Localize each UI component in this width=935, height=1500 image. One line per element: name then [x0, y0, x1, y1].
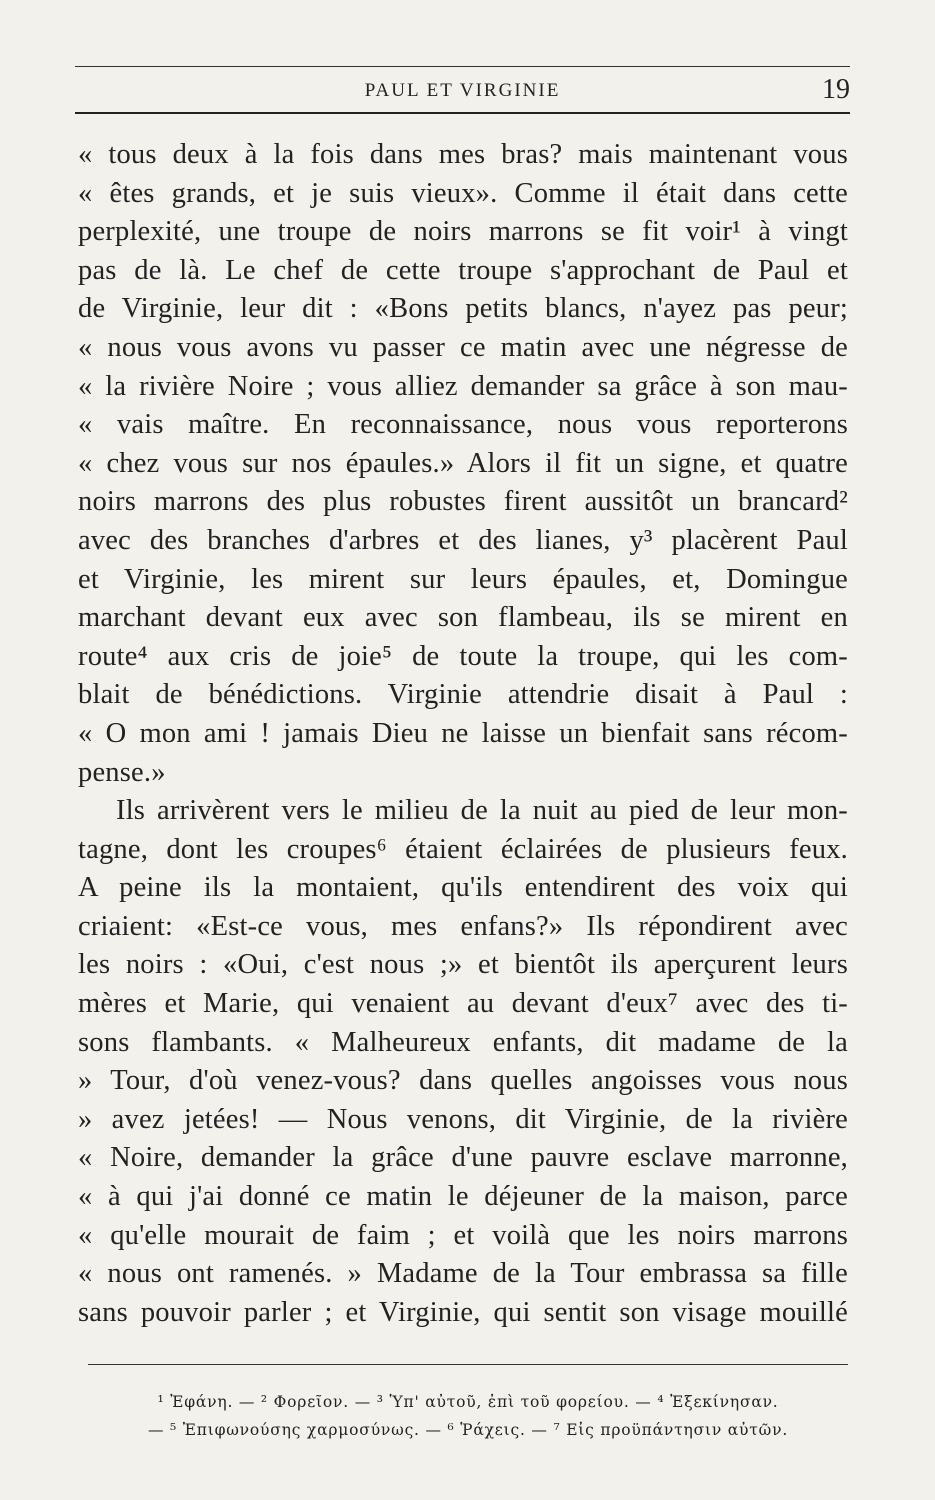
text-line: les noirs : «Oui, c'est nous ;» et bientôt ils aperçurent leurs: [78, 949, 848, 981]
text-line: blait de bénédictions. Virginie attendrie disait à Paul :: [78, 679, 848, 711]
page-number: 19: [822, 74, 850, 105]
footnote-line: — ⁵ Ἐπιφωνούσης χαρμοσύνως. — ⁶ Ῥάχεις. — ⁷ Εἰς προϋπάντησιν αὐτῶν.: [147, 1421, 789, 1439]
text-line: « à qui j'ai donné ce matin le déjeuner de la maison, parce: [78, 1181, 848, 1213]
text-line: et Virginie, les mirent sur leurs épaules, et, Domingue: [78, 563, 848, 595]
text-line: » Tour, d'où venez-vous? dans quelles angoisses vous nous: [78, 1065, 848, 1097]
top-rule: [75, 66, 850, 67]
text-line: « la rivière Noire ; vous alliez demander sa grâce à son mau-: [78, 370, 848, 402]
text-line: noirs marrons des plus robustes firent aussitôt un brancard²: [78, 486, 848, 518]
footnote-rule: [88, 1364, 848, 1365]
text-line: « vais maître. En reconnaissance, nous vous reporterons: [78, 409, 848, 441]
text-line: « Noire, demander la grâce d'une pauvre esclave marronne,: [78, 1142, 848, 1174]
header-rule: [75, 112, 850, 114]
text-line: Ils arrivèrent vers le milieu de la nuit au pied de leur mon-: [116, 795, 848, 827]
text-line: mères et Marie, qui venaient au devant d'eux⁷ avec des ti-: [78, 988, 848, 1020]
running-title: PAUL ET VIRGINIE: [364, 80, 561, 101]
text-line: « qu'elle mourait de faim ; et voilà que les noirs marrons: [78, 1219, 848, 1251]
text-line: « nous ont ramenés. » Madame de la Tour embrassa sa fille: [78, 1258, 848, 1290]
text-line: « chez vous sur nos épaules.» Alors il fit un signe, et quatre: [78, 447, 848, 479]
text-line: pense.»: [78, 756, 166, 788]
text-line: « nous vous avons vu passer ce matin avec une négresse de: [78, 331, 848, 363]
text-line: de Virginie, leur dit : «Bons petits blancs, n'ayez pas peur;: [78, 293, 848, 325]
text-line: marchant devant eux avec son flambeau, ils se mirent en: [78, 602, 848, 634]
text-line: « O mon ami ! jamais Dieu ne laisse un bienfait sans récom-: [78, 717, 848, 749]
text-line: A peine ils la montaient, qu'ils entendirent des voix qui: [78, 872, 848, 904]
footnote-line: ¹ Ἐφάνη. — ² Φορεῖον. — ³ Ὑπ' αὐτοῦ, ἐπὶ τοῦ φορείου. — ⁴ Ἐξεκίνησαν.: [157, 1393, 779, 1411]
text-line: avec des branches d'arbres et des lianes, y³ placèrent Paul: [78, 524, 848, 556]
text-line: « tous deux à la fois dans mes bras? mais maintenant vous: [78, 139, 848, 170]
footnotes: [88, 1388, 848, 1444]
body-text: [78, 136, 848, 1332]
text-line: » avez jetées! — Nous venons, dit Virginie, de la rivière: [78, 1103, 848, 1135]
text-line: perplexité, une troupe de noirs marrons se fit voir¹ à vingt: [78, 216, 848, 248]
text-line: « êtes grands, et je suis vieux». Comme il était dans cette: [78, 177, 848, 209]
text-line: criaient: «Est-ce vous, mes enfans?» Ils répondirent avec: [78, 910, 848, 942]
text-line: route⁴ aux cris de joie⁵ de toute la troupe, qui les com-: [78, 640, 848, 672]
running-head: [75, 74, 850, 108]
text-line: tagne, dont les croupes⁶ étaient éclairées de plusieurs feux.: [78, 833, 848, 865]
text-line: pas de là. Le chef de cette troupe s'approchant de Paul et: [78, 254, 848, 286]
text-line: sans pouvoir parler ; et Virginie, qui sentit son visage mouillé: [78, 1296, 848, 1328]
text-line: sons flambants. « Malheureux enfants, dit madame de la: [78, 1026, 848, 1058]
